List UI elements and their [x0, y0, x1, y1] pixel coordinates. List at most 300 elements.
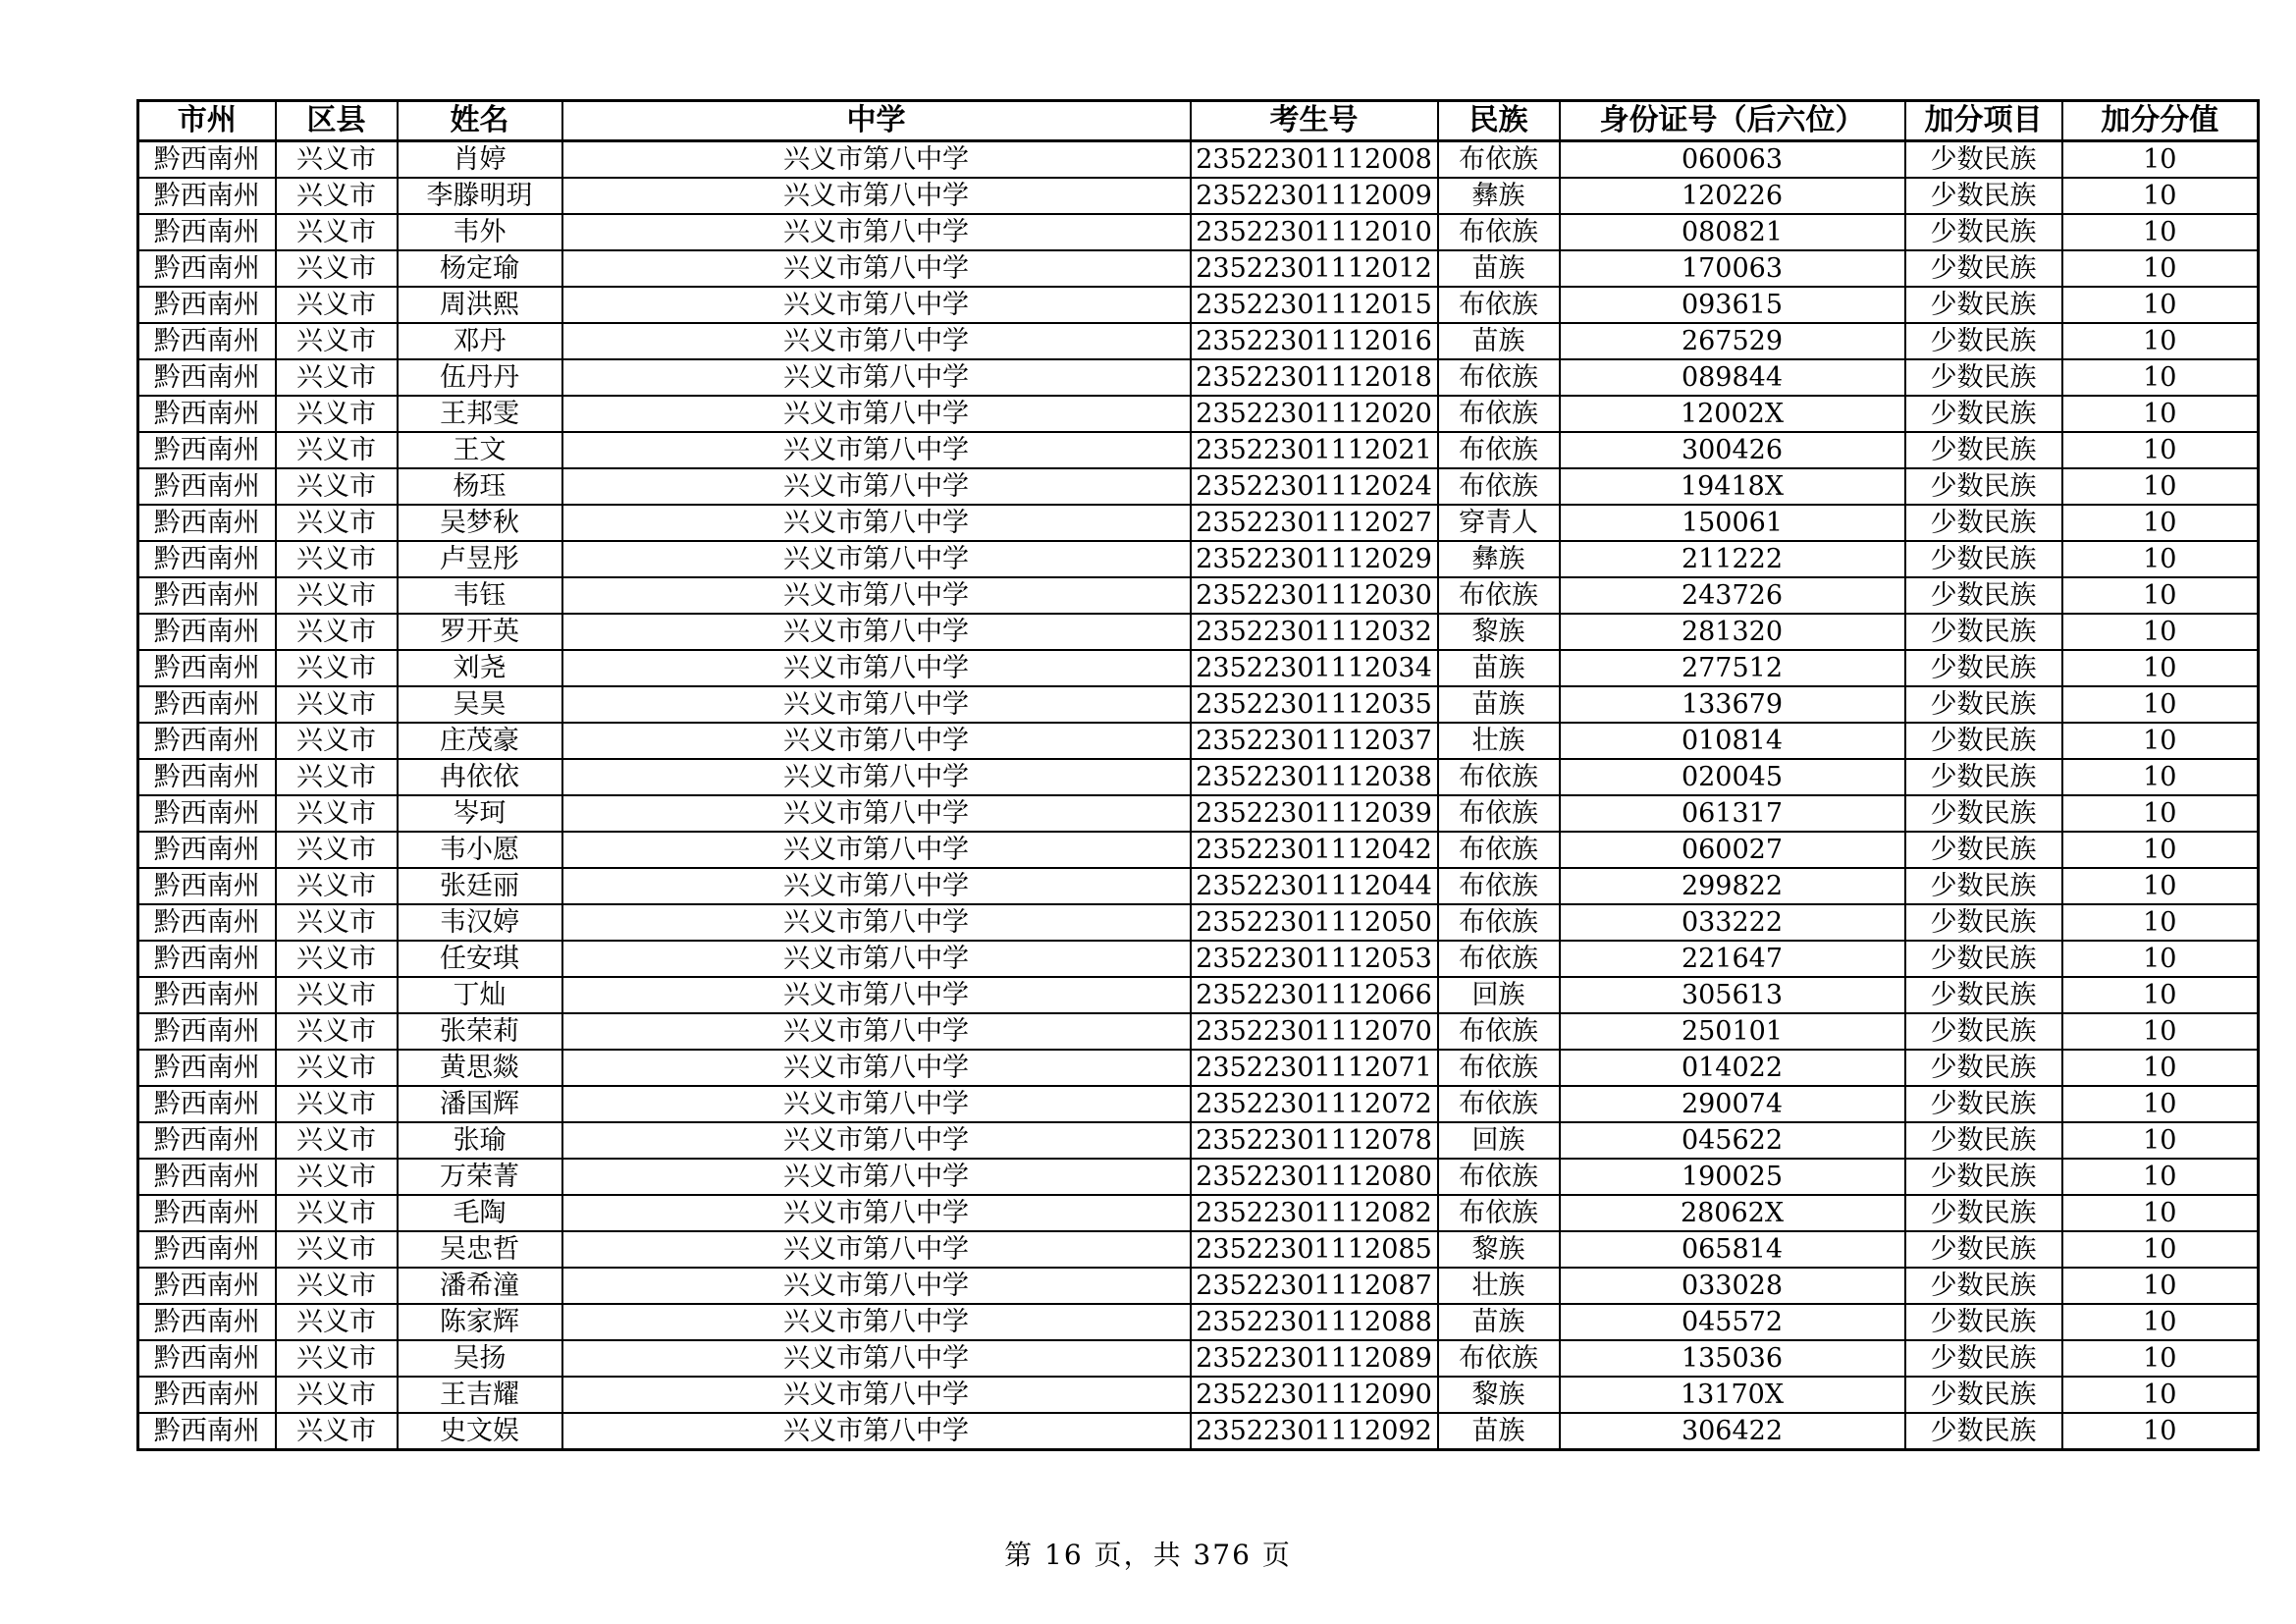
cell-col-bonus-item: 少数民族 [1905, 795, 2062, 832]
cell-col-bonus-item: 少数民族 [1905, 1304, 2062, 1340]
cell-col-city: 黔西南州 [138, 614, 276, 650]
cell-col-ethnicity: 布依族 [1438, 1159, 1560, 1195]
cell-col-ethnicity: 回族 [1438, 977, 1560, 1013]
cell-col-city: 黔西南州 [138, 505, 276, 541]
cell-col-bonus-item: 少数民族 [1905, 723, 2062, 759]
table-row [138, 1413, 2259, 1450]
cell-col-id-suffix: 211222 [1560, 541, 1905, 577]
cell-col-city: 黔西南州 [138, 323, 276, 359]
cell-col-bonus-value: 10 [2062, 396, 2259, 432]
table-row [138, 686, 2259, 723]
table-row [138, 1377, 2259, 1413]
cell-col-name: 韦外 [398, 214, 562, 250]
cell-col-name: 刘尧 [398, 650, 562, 686]
cell-col-city: 黔西南州 [138, 1231, 276, 1268]
cell-col-bonus-item: 少数民族 [1905, 1122, 2062, 1159]
cell-col-name: 冉依依 [398, 759, 562, 795]
cell-col-exam-id: 23522301112078 [1191, 1122, 1438, 1159]
header-col-county: 区县 [276, 101, 398, 141]
cell-col-ethnicity: 布依族 [1438, 759, 1560, 795]
cell-col-city: 黔西南州 [138, 904, 276, 941]
cell-col-exam-id: 23522301112042 [1191, 832, 1438, 868]
cell-col-city: 黔西南州 [138, 650, 276, 686]
cell-col-bonus-value: 10 [2062, 323, 2259, 359]
cell-col-school: 兴义市第八中学 [562, 759, 1191, 795]
cell-col-ethnicity: 布依族 [1438, 214, 1560, 250]
cell-col-bonus-item: 少数民族 [1905, 1159, 2062, 1195]
cell-col-bonus-value: 10 [2062, 723, 2259, 759]
cell-col-bonus-value: 10 [2062, 1231, 2259, 1268]
cell-col-bonus-value: 10 [2062, 759, 2259, 795]
cell-col-id-suffix: 014022 [1560, 1050, 1905, 1086]
cell-col-school: 兴义市第八中学 [562, 1086, 1191, 1122]
cell-col-exam-id: 23522301112032 [1191, 614, 1438, 650]
cell-col-bonus-value: 10 [2062, 686, 2259, 723]
cell-col-school: 兴义市第八中学 [562, 868, 1191, 904]
cell-col-exam-id: 23522301112053 [1191, 941, 1438, 977]
cell-col-city: 黔西南州 [138, 141, 276, 179]
cell-col-school: 兴义市第八中学 [562, 977, 1191, 1013]
cell-col-name: 肖婷 [398, 141, 562, 179]
table-row [138, 1086, 2259, 1122]
cell-col-id-suffix: 277512 [1560, 650, 1905, 686]
header-col-name: 姓名 [398, 101, 562, 141]
cell-col-city: 黔西南州 [138, 1413, 276, 1450]
cell-col-exam-id: 23522301112034 [1191, 650, 1438, 686]
cell-col-bonus-item: 少数民族 [1905, 287, 2062, 323]
cell-col-exam-id: 23522301112066 [1191, 977, 1438, 1013]
cell-col-city: 黔西南州 [138, 723, 276, 759]
table-row [138, 868, 2259, 904]
cell-col-county: 兴义市 [276, 1377, 398, 1413]
cell-col-ethnicity: 布依族 [1438, 868, 1560, 904]
cell-col-school: 兴义市第八中学 [562, 723, 1191, 759]
cell-col-city: 黔西南州 [138, 1195, 276, 1231]
cell-col-school: 兴义市第八中学 [562, 1231, 1191, 1268]
table-row [138, 723, 2259, 759]
header-col-id-suffix: 身份证号（后六位） [1560, 101, 1905, 141]
cell-col-name: 韦小愿 [398, 832, 562, 868]
cell-col-city: 黔西南州 [138, 1268, 276, 1304]
cell-col-county: 兴义市 [276, 941, 398, 977]
cell-col-bonus-value: 10 [2062, 214, 2259, 250]
header-col-exam-id: 考生号 [1191, 101, 1438, 141]
table-row [138, 1159, 2259, 1195]
cell-col-city: 黔西南州 [138, 468, 276, 505]
cell-col-bonus-item: 少数民族 [1905, 141, 2062, 179]
cell-col-city: 黔西南州 [138, 868, 276, 904]
table-row [138, 178, 2259, 214]
cell-col-exam-id: 23522301112044 [1191, 868, 1438, 904]
cell-col-id-suffix: 065814 [1560, 1231, 1905, 1268]
cell-col-city: 黔西南州 [138, 214, 276, 250]
table-row [138, 650, 2259, 686]
cell-col-bonus-item: 少数民族 [1905, 759, 2062, 795]
cell-col-bonus-value: 10 [2062, 1377, 2259, 1413]
cell-col-id-suffix: 19418X [1560, 468, 1905, 505]
cell-col-id-suffix: 299822 [1560, 868, 1905, 904]
cell-col-ethnicity: 苗族 [1438, 323, 1560, 359]
cell-col-county: 兴义市 [276, 686, 398, 723]
cell-col-ethnicity: 布依族 [1438, 795, 1560, 832]
cell-col-ethnicity: 壮族 [1438, 1268, 1560, 1304]
table-row [138, 1013, 2259, 1050]
cell-col-name: 吴梦秋 [398, 505, 562, 541]
cell-col-school: 兴义市第八中学 [562, 541, 1191, 577]
table-row [138, 1304, 2259, 1340]
cell-col-exam-id: 23522301112088 [1191, 1304, 1438, 1340]
cell-col-bonus-value: 10 [2062, 1340, 2259, 1377]
cell-col-exam-id: 23522301112016 [1191, 323, 1438, 359]
cell-col-ethnicity: 布依族 [1438, 832, 1560, 868]
cell-col-exam-id: 23522301112038 [1191, 759, 1438, 795]
cell-col-county: 兴义市 [276, 141, 398, 179]
cell-col-id-suffix: 250101 [1560, 1013, 1905, 1050]
cell-col-city: 黔西南州 [138, 250, 276, 287]
cell-col-bonus-value: 10 [2062, 250, 2259, 287]
cell-col-bonus-value: 10 [2062, 795, 2259, 832]
cell-col-ethnicity: 布依族 [1438, 1013, 1560, 1050]
cell-col-name: 吴忠哲 [398, 1231, 562, 1268]
cell-col-bonus-value: 10 [2062, 541, 2259, 577]
cell-col-id-suffix: 093615 [1560, 287, 1905, 323]
cell-col-name: 岑珂 [398, 795, 562, 832]
table-row [138, 904, 2259, 941]
cell-col-bonus-item: 少数民族 [1905, 1195, 2062, 1231]
cell-col-bonus-value: 10 [2062, 1159, 2259, 1195]
cell-col-bonus-item: 少数民族 [1905, 359, 2062, 396]
cell-col-exam-id: 23522301112082 [1191, 1195, 1438, 1231]
cell-col-county: 兴义市 [276, 468, 398, 505]
cell-col-city: 黔西南州 [138, 178, 276, 214]
cell-col-id-suffix: 020045 [1560, 759, 1905, 795]
cell-col-name: 陈家辉 [398, 1304, 562, 1340]
cell-col-ethnicity: 苗族 [1438, 250, 1560, 287]
cell-col-exam-id: 23522301112008 [1191, 141, 1438, 179]
cell-col-ethnicity: 布依族 [1438, 141, 1560, 179]
table-row [138, 1050, 2259, 1086]
cell-col-county: 兴义市 [276, 1231, 398, 1268]
cell-col-bonus-item: 少数民族 [1905, 1050, 2062, 1086]
table-row [138, 323, 2259, 359]
cell-col-school: 兴义市第八中学 [562, 178, 1191, 214]
cell-col-bonus-value: 10 [2062, 178, 2259, 214]
table-row [138, 1231, 2259, 1268]
cell-col-name: 毛陶 [398, 1195, 562, 1231]
table-row [138, 577, 2259, 614]
cell-col-city: 黔西南州 [138, 287, 276, 323]
cell-col-bonus-item: 少数民族 [1905, 541, 2062, 577]
cell-col-bonus-value: 10 [2062, 650, 2259, 686]
cell-col-bonus-item: 少数民族 [1905, 1413, 2062, 1450]
cell-col-city: 黔西南州 [138, 1013, 276, 1050]
table-row [138, 1268, 2259, 1304]
cell-col-id-suffix: 061317 [1560, 795, 1905, 832]
cell-col-county: 兴义市 [276, 577, 398, 614]
cell-col-id-suffix: 045572 [1560, 1304, 1905, 1340]
table-row [138, 832, 2259, 868]
cell-col-bonus-value: 10 [2062, 1013, 2259, 1050]
cell-col-name: 庄茂豪 [398, 723, 562, 759]
cell-col-school: 兴义市第八中学 [562, 1413, 1191, 1450]
cell-col-county: 兴义市 [276, 614, 398, 650]
cell-col-exam-id: 23522301112070 [1191, 1013, 1438, 1050]
cell-col-county: 兴义市 [276, 541, 398, 577]
cell-col-name: 任安琪 [398, 941, 562, 977]
cell-col-city: 黔西南州 [138, 359, 276, 396]
cell-col-county: 兴义市 [276, 432, 398, 468]
table-row [138, 1195, 2259, 1231]
cell-col-county: 兴义市 [276, 1340, 398, 1377]
cell-col-id-suffix: 033222 [1560, 904, 1905, 941]
header-col-bonus-value: 加分分值 [2062, 101, 2259, 141]
cell-col-school: 兴义市第八中学 [562, 904, 1191, 941]
cell-col-name: 张廷丽 [398, 868, 562, 904]
table-body [138, 141, 2259, 1450]
cell-col-county: 兴义市 [276, 1122, 398, 1159]
cell-col-bonus-value: 10 [2062, 468, 2259, 505]
cell-col-id-suffix: 060027 [1560, 832, 1905, 868]
cell-col-bonus-item: 少数民族 [1905, 941, 2062, 977]
cell-col-bonus-item: 少数民族 [1905, 614, 2062, 650]
cell-col-exam-id: 23522301112089 [1191, 1340, 1438, 1377]
cell-col-bonus-item: 少数民族 [1905, 832, 2062, 868]
cell-col-bonus-value: 10 [2062, 505, 2259, 541]
cell-col-county: 兴义市 [276, 214, 398, 250]
cell-col-county: 兴义市 [276, 250, 398, 287]
cell-col-county: 兴义市 [276, 868, 398, 904]
cell-col-ethnicity: 黎族 [1438, 1231, 1560, 1268]
cell-col-city: 黔西南州 [138, 1159, 276, 1195]
cell-col-school: 兴义市第八中学 [562, 614, 1191, 650]
cell-col-id-suffix: 170063 [1560, 250, 1905, 287]
cell-col-ethnicity: 布依族 [1438, 396, 1560, 432]
table-row [138, 1340, 2259, 1377]
cell-col-ethnicity: 布依族 [1438, 468, 1560, 505]
cell-col-bonus-item: 少数民族 [1905, 1086, 2062, 1122]
cell-col-county: 兴义市 [276, 1050, 398, 1086]
cell-col-county: 兴义市 [276, 287, 398, 323]
cell-col-bonus-item: 少数民族 [1905, 868, 2062, 904]
cell-col-name: 王文 [398, 432, 562, 468]
cell-col-bonus-value: 10 [2062, 904, 2259, 941]
cell-col-id-suffix: 150061 [1560, 505, 1905, 541]
cell-col-county: 兴义市 [276, 832, 398, 868]
cell-col-bonus-item: 少数民族 [1905, 1013, 2062, 1050]
cell-col-city: 黔西南州 [138, 1377, 276, 1413]
cell-col-id-suffix: 135036 [1560, 1340, 1905, 1377]
cell-col-name: 黄思燚 [398, 1050, 562, 1086]
cell-col-city: 黔西南州 [138, 1050, 276, 1086]
roster-sheet [136, 99, 2257, 1451]
cell-col-school: 兴义市第八中学 [562, 396, 1191, 432]
cell-col-bonus-value: 10 [2062, 1086, 2259, 1122]
cell-col-id-suffix: 12002X [1560, 396, 1905, 432]
cell-col-bonus-item: 少数民族 [1905, 323, 2062, 359]
cell-col-school: 兴义市第八中学 [562, 1340, 1191, 1377]
cell-col-city: 黔西南州 [138, 396, 276, 432]
cell-col-name: 罗开英 [398, 614, 562, 650]
cell-col-exam-id: 23522301112024 [1191, 468, 1438, 505]
cell-col-bonus-item: 少数民族 [1905, 468, 2062, 505]
cell-col-school: 兴义市第八中学 [562, 141, 1191, 179]
cell-col-ethnicity: 苗族 [1438, 686, 1560, 723]
cell-col-name: 万荣菁 [398, 1159, 562, 1195]
table-row [138, 214, 2259, 250]
cell-col-ethnicity: 布依族 [1438, 904, 1560, 941]
cell-col-bonus-item: 少数民族 [1905, 396, 2062, 432]
cell-col-school: 兴义市第八中学 [562, 468, 1191, 505]
cell-col-school: 兴义市第八中学 [562, 505, 1191, 541]
cell-col-ethnicity: 彝族 [1438, 541, 1560, 577]
table-row [138, 795, 2259, 832]
cell-col-bonus-value: 10 [2062, 1050, 2259, 1086]
cell-col-school: 兴义市第八中学 [562, 1013, 1191, 1050]
table-header [138, 101, 2259, 141]
cell-col-county: 兴义市 [276, 1268, 398, 1304]
table-row [138, 614, 2259, 650]
cell-col-bonus-value: 10 [2062, 287, 2259, 323]
cell-col-school: 兴义市第八中学 [562, 432, 1191, 468]
cell-col-county: 兴义市 [276, 178, 398, 214]
table-row [138, 505, 2259, 541]
cell-col-bonus-item: 少数民族 [1905, 1377, 2062, 1413]
header-row [138, 101, 2259, 141]
cell-col-bonus-item: 少数民族 [1905, 977, 2062, 1013]
cell-col-name: 李滕明玥 [398, 178, 562, 214]
cell-col-city: 黔西南州 [138, 541, 276, 577]
cell-col-ethnicity: 黎族 [1438, 1377, 1560, 1413]
cell-col-id-suffix: 190025 [1560, 1159, 1905, 1195]
cell-col-name: 邓丹 [398, 323, 562, 359]
cell-col-name: 潘国辉 [398, 1086, 562, 1122]
cell-col-city: 黔西南州 [138, 432, 276, 468]
cell-col-exam-id: 23522301112010 [1191, 214, 1438, 250]
cell-col-exam-id: 23522301112018 [1191, 359, 1438, 396]
cell-col-id-suffix: 281320 [1560, 614, 1905, 650]
table-row [138, 1122, 2259, 1159]
cell-col-id-suffix: 033028 [1560, 1268, 1905, 1304]
cell-col-exam-id: 23522301112020 [1191, 396, 1438, 432]
cell-col-city: 黔西南州 [138, 977, 276, 1013]
cell-col-id-suffix: 080821 [1560, 214, 1905, 250]
cell-col-name: 韦钰 [398, 577, 562, 614]
cell-col-name: 张荣莉 [398, 1013, 562, 1050]
cell-col-ethnicity: 苗族 [1438, 650, 1560, 686]
cell-col-city: 黔西南州 [138, 795, 276, 832]
table-row [138, 541, 2259, 577]
table-row [138, 941, 2259, 977]
cell-col-ethnicity: 彝族 [1438, 178, 1560, 214]
cell-col-exam-id: 23522301112050 [1191, 904, 1438, 941]
cell-col-bonus-value: 10 [2062, 1413, 2259, 1450]
cell-col-city: 黔西南州 [138, 832, 276, 868]
cell-col-bonus-item: 少数民族 [1905, 686, 2062, 723]
cell-col-name: 王吉耀 [398, 1377, 562, 1413]
cell-col-county: 兴义市 [276, 1159, 398, 1195]
cell-col-name: 周洪熙 [398, 287, 562, 323]
cell-col-city: 黔西南州 [138, 1304, 276, 1340]
cell-col-ethnicity: 布依族 [1438, 1086, 1560, 1122]
cell-col-bonus-value: 10 [2062, 868, 2259, 904]
cell-col-name: 吴昊 [398, 686, 562, 723]
cell-col-exam-id: 23522301112087 [1191, 1268, 1438, 1304]
cell-col-county: 兴义市 [276, 904, 398, 941]
cell-col-school: 兴义市第八中学 [562, 287, 1191, 323]
cell-col-county: 兴义市 [276, 359, 398, 396]
cell-col-exam-id: 23522301112080 [1191, 1159, 1438, 1195]
cell-col-county: 兴义市 [276, 1195, 398, 1231]
table-row [138, 250, 2259, 287]
cell-col-city: 黔西南州 [138, 1122, 276, 1159]
header-col-school: 中学 [562, 101, 1191, 141]
table-row [138, 759, 2259, 795]
cell-col-school: 兴义市第八中学 [562, 359, 1191, 396]
cell-col-ethnicity: 壮族 [1438, 723, 1560, 759]
cell-col-exam-id: 23522301112030 [1191, 577, 1438, 614]
cell-col-school: 兴义市第八中学 [562, 577, 1191, 614]
cell-col-id-suffix: 010814 [1560, 723, 1905, 759]
cell-col-exam-id: 23522301112027 [1191, 505, 1438, 541]
table-row [138, 977, 2259, 1013]
table-row [138, 468, 2259, 505]
cell-col-ethnicity: 布依族 [1438, 287, 1560, 323]
cell-col-county: 兴义市 [276, 323, 398, 359]
cell-col-bonus-item: 少数民族 [1905, 1231, 2062, 1268]
cell-col-name: 杨珏 [398, 468, 562, 505]
cell-col-bonus-item: 少数民族 [1905, 1268, 2062, 1304]
cell-col-school: 兴义市第八中学 [562, 686, 1191, 723]
cell-col-county: 兴义市 [276, 1086, 398, 1122]
cell-col-school: 兴义市第八中学 [562, 323, 1191, 359]
cell-col-school: 兴义市第八中学 [562, 650, 1191, 686]
cell-col-city: 黔西南州 [138, 1086, 276, 1122]
cell-col-county: 兴义市 [276, 723, 398, 759]
cell-col-bonus-value: 10 [2062, 359, 2259, 396]
cell-col-exam-id: 23522301112085 [1191, 1231, 1438, 1268]
cell-col-id-suffix: 28062X [1560, 1195, 1905, 1231]
cell-col-name: 卢昱彤 [398, 541, 562, 577]
cell-col-school: 兴义市第八中学 [562, 214, 1191, 250]
cell-col-name: 杨定瑜 [398, 250, 562, 287]
cell-col-school: 兴义市第八中学 [562, 1050, 1191, 1086]
cell-col-ethnicity: 黎族 [1438, 614, 1560, 650]
cell-col-ethnicity: 布依族 [1438, 1340, 1560, 1377]
cell-col-id-suffix: 045622 [1560, 1122, 1905, 1159]
cell-col-bonus-item: 少数民族 [1905, 577, 2062, 614]
cell-col-bonus-item: 少数民族 [1905, 214, 2062, 250]
cell-col-name: 伍丹丹 [398, 359, 562, 396]
cell-col-exam-id: 23522301112039 [1191, 795, 1438, 832]
cell-col-bonus-value: 10 [2062, 614, 2259, 650]
cell-col-ethnicity: 布依族 [1438, 1195, 1560, 1231]
cell-col-ethnicity: 穿青人 [1438, 505, 1560, 541]
table-row [138, 396, 2259, 432]
cell-col-bonus-item: 少数民族 [1905, 904, 2062, 941]
cell-col-id-suffix: 060063 [1560, 141, 1905, 179]
cell-col-school: 兴义市第八中学 [562, 1304, 1191, 1340]
cell-col-exam-id: 23522301112021 [1191, 432, 1438, 468]
cell-col-name: 丁灿 [398, 977, 562, 1013]
cell-col-id-suffix: 290074 [1560, 1086, 1905, 1122]
cell-col-ethnicity: 回族 [1438, 1122, 1560, 1159]
cell-col-name: 吴扬 [398, 1340, 562, 1377]
cell-col-name: 张瑜 [398, 1122, 562, 1159]
cell-col-name: 韦汉婷 [398, 904, 562, 941]
cell-col-school: 兴义市第八中学 [562, 941, 1191, 977]
cell-col-id-suffix: 089844 [1560, 359, 1905, 396]
cell-col-exam-id: 23522301112072 [1191, 1086, 1438, 1122]
